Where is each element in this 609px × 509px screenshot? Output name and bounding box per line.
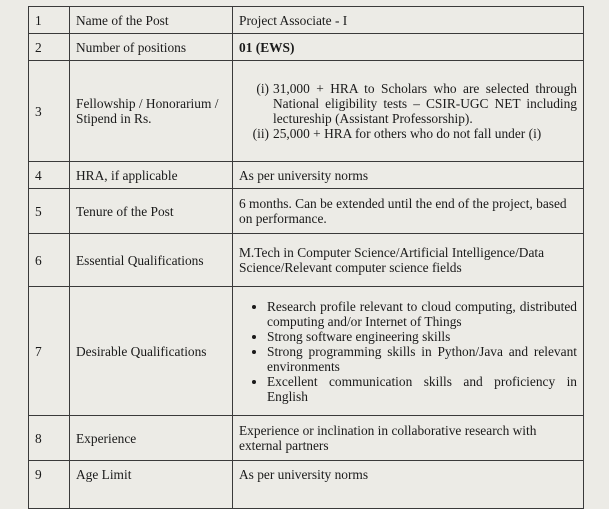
list-item: • Excellent communication skills and proficiency in English	[267, 374, 577, 404]
row-number: 6	[29, 234, 70, 287]
age-limit-value: As per university norms	[233, 461, 584, 509]
table-row	[29, 416, 584, 461]
row-label: Age Limit	[70, 461, 233, 509]
list-item: • Strong programming skills in Python/Java and relevant environments	[267, 344, 577, 374]
row-label: Tenure of the Post	[70, 189, 233, 234]
row-number: 3	[29, 61, 70, 162]
item-marker: (i)	[256, 81, 269, 96]
table-row	[29, 162, 584, 189]
hra-value: As per university norms	[233, 162, 584, 189]
desirable-list	[239, 299, 577, 404]
table-row	[29, 61, 584, 162]
experience-value: Experience or inclination in collaborative research with external partners	[233, 416, 584, 461]
item-marker: (ii)	[252, 126, 269, 141]
positions-value: 01 (EWS)	[233, 34, 584, 61]
row-number: 9	[29, 461, 70, 509]
table-row	[29, 7, 584, 34]
row-label: Experience	[70, 416, 233, 461]
table-row	[29, 461, 584, 509]
row-number: 4	[29, 162, 70, 189]
row-number: 1	[29, 7, 70, 34]
row-label: Name of the Post	[70, 7, 233, 34]
table-row	[29, 189, 584, 234]
row-number: 8	[29, 416, 70, 461]
row-label: HRA, if applicable	[70, 162, 233, 189]
row-label: Desirable Qualifications	[70, 287, 233, 416]
row-number: 2	[29, 34, 70, 61]
row-label: Number of positions	[70, 34, 233, 61]
job-details-table	[28, 6, 584, 509]
list-item: • Strong software engineering skills	[267, 329, 577, 344]
list-item: • Research profile relevant to cloud computing, distributed computing and/or Internet of Things	[267, 299, 577, 329]
desirable-qualifications-value	[233, 287, 584, 416]
item-text: 31,000 + HRA to Scholars who are selected through National eligibility tests – CSIR-UGC NET including lectureship (Assistant Professorship).	[273, 81, 577, 126]
table-row	[29, 234, 584, 287]
post-name-value: Project Associate - I	[233, 7, 584, 34]
table-row	[29, 287, 584, 416]
list-item	[239, 126, 577, 141]
table-row	[29, 34, 584, 61]
list-item	[239, 81, 577, 126]
fellowship-list	[239, 81, 577, 141]
tenure-value: 6 months. Can be extended until the end of the project, based on performance.	[233, 189, 584, 234]
row-label: Essential Qualifications	[70, 234, 233, 287]
row-number: 7	[29, 287, 70, 416]
row-number: 5	[29, 189, 70, 234]
row-label: Fellowship / Honorarium / Stipend in Rs.	[70, 61, 233, 162]
item-text: 25,000 + HRA for others who do not fall under (i)	[273, 126, 542, 141]
fellowship-value	[233, 61, 584, 162]
essential-qualifications-value: M.Tech in Computer Science/Artificial Intelligence/Data Science/Relevant computer science fields	[233, 234, 584, 287]
